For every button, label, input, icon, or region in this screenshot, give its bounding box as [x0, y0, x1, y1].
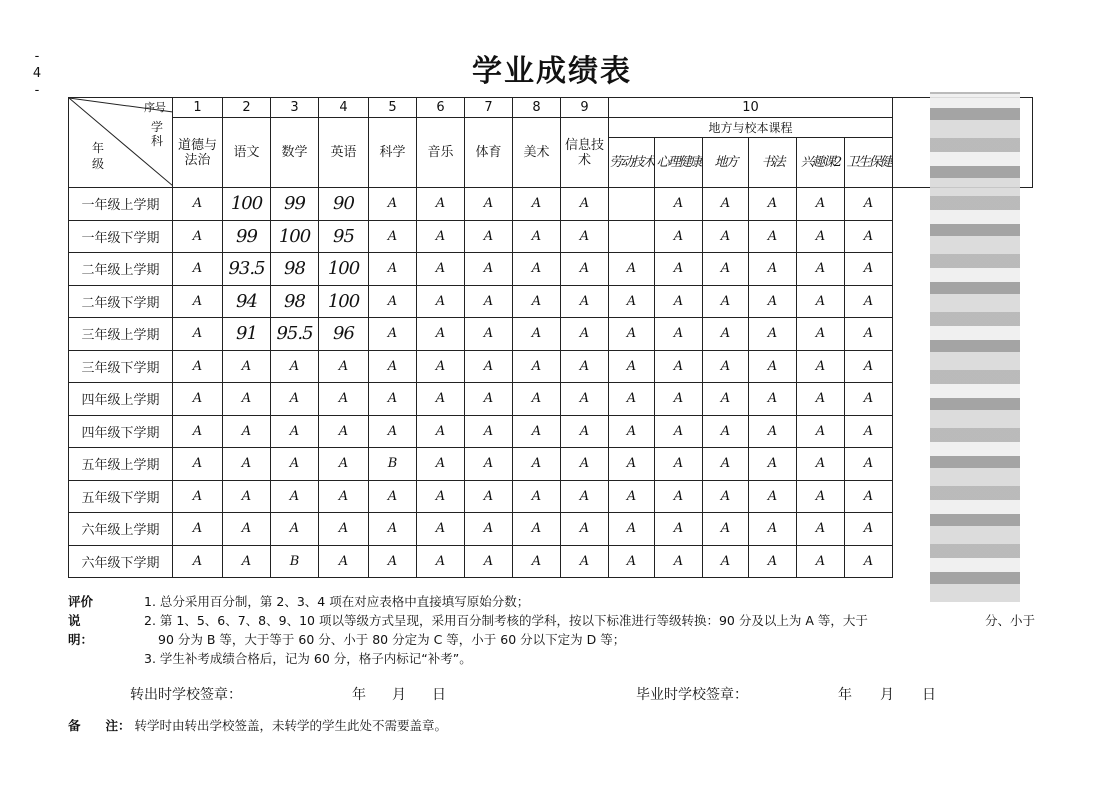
grade-cell: A [703, 383, 749, 416]
grade-cell [609, 220, 655, 253]
grade-cell: A [465, 318, 513, 351]
notes-line-1: 1. 总分采用百分制，第 2、3、4 项在对应表格中直接填写原始分数； [144, 594, 530, 609]
subject-header: 科学 [369, 118, 417, 188]
grade-cell: A [417, 188, 465, 221]
local-course-header: 卫生保健 [845, 138, 893, 188]
col-number: 3 [271, 98, 319, 118]
grade-cell: A [845, 253, 893, 286]
notes-line-4: 3. 学生补考成绩合格后，记为 60 分，格子内标记“补考”。 [144, 651, 472, 666]
grade-cell: A [513, 513, 561, 546]
table-row [69, 285, 1033, 318]
semester-label: 一年级上学期 [69, 188, 173, 221]
grade-cell: A [223, 383, 271, 416]
subject-header: 语文 [223, 118, 271, 188]
grade-cell: A [749, 480, 797, 513]
grade-cell: A [513, 220, 561, 253]
grade-cell: A [703, 220, 749, 253]
grade-cell: 96 [319, 318, 369, 351]
grade-cell: A [749, 545, 797, 578]
semester-label: 二年级下学期 [69, 285, 173, 318]
grade-cell: A [749, 513, 797, 546]
grade-cell: A [749, 448, 797, 481]
grade-cell: A [513, 253, 561, 286]
semester-label: 三年级上学期 [69, 318, 173, 351]
grade-cell: A [609, 253, 655, 286]
grade-cell: A [369, 383, 417, 416]
grade-cell: A [561, 513, 609, 546]
grade-cell: A [369, 220, 417, 253]
grade-cell: A [845, 448, 893, 481]
grade-cell: 99 [271, 188, 319, 221]
grade-cell: A [465, 188, 513, 221]
grade-cell: A [369, 253, 417, 286]
semester-label: 六年级下学期 [69, 545, 173, 578]
grade-cell: A [561, 480, 609, 513]
grade-cell: A [319, 350, 369, 383]
grade-cell: A [271, 350, 319, 383]
grade-cell: 100 [271, 220, 319, 253]
grade-cell: A [655, 415, 703, 448]
grade-cell: A [369, 188, 417, 221]
grade-cell: A [173, 188, 223, 221]
grade-cell: A [513, 285, 561, 318]
grade-cell: A [609, 480, 655, 513]
grade-cell: A [173, 318, 223, 351]
subject-header: 信息技术 [561, 118, 609, 188]
grade-cell: A [609, 513, 655, 546]
grade-cell: A [703, 513, 749, 546]
table-row [69, 513, 1033, 546]
grade-cell: A [173, 545, 223, 578]
grade-cell: A [513, 480, 561, 513]
table-row [69, 188, 1033, 221]
semester-label: 五年级上学期 [69, 448, 173, 481]
grade-cell: 93.5 [223, 253, 271, 286]
grade-cell: A [749, 318, 797, 351]
grade-cell: 90 [319, 188, 369, 221]
local-course-header: 书法 [749, 138, 797, 188]
page-number: - 4 - [32, 49, 42, 98]
semester-label: 一年级下学期 [69, 220, 173, 253]
grade-cell: 95.5 [271, 318, 319, 351]
grade-cell: B [271, 545, 319, 578]
grade-cell: 100 [319, 285, 369, 318]
grade-cell: A [561, 448, 609, 481]
grade-cell: A [845, 415, 893, 448]
grade-cell: A [749, 350, 797, 383]
graduate-year: 年 [838, 687, 852, 703]
grade-cell: A [417, 415, 465, 448]
grade-cell: A [369, 480, 417, 513]
grade-cell: A [609, 415, 655, 448]
grade-cell: A [703, 318, 749, 351]
grade-cell: A [797, 545, 845, 578]
grade-cell: A [271, 480, 319, 513]
grade-cell: A [561, 545, 609, 578]
grade-cell: 98 [271, 285, 319, 318]
grade-cell: A [173, 415, 223, 448]
label-nianji: 年级 [91, 141, 104, 171]
grade-cell: A [465, 448, 513, 481]
grade-cell: A [749, 383, 797, 416]
grade-cell: A [369, 318, 417, 351]
table-row [69, 545, 1033, 578]
table-row [69, 350, 1033, 383]
grade-cell: 99 [223, 220, 271, 253]
table-row [69, 253, 1033, 286]
local-course-group-header: 地方与校本课程 [609, 118, 893, 138]
label-xuhao: 序号 [144, 101, 166, 114]
grade-cell: A [417, 480, 465, 513]
local-course-header: 兴趣课2 [797, 138, 845, 188]
grade-table [68, 97, 1033, 578]
grade-cell: 94 [223, 285, 271, 318]
grade-cell: 100 [223, 188, 271, 221]
grade-cell: A [749, 220, 797, 253]
grade-cell: A [513, 448, 561, 481]
grade-cell: A [319, 448, 369, 481]
semester-label: 三年级下学期 [69, 350, 173, 383]
grade-cell: A [513, 318, 561, 351]
grade-cell: A [271, 383, 319, 416]
subject-header: 体育 [465, 118, 513, 188]
col-number: 6 [417, 98, 465, 118]
remark [68, 716, 447, 734]
semester-label: 四年级上学期 [69, 383, 173, 416]
remark-label: 备 注： [68, 718, 131, 733]
grade-cell: A [173, 350, 223, 383]
graduate-day: 日 [922, 687, 936, 703]
grade-cell: 91 [223, 318, 271, 351]
grade-cell: A [797, 480, 845, 513]
grade-cell: 100 [319, 253, 369, 286]
grade-cell: A [173, 448, 223, 481]
grade-cell: A [609, 350, 655, 383]
grade-cell: A [845, 318, 893, 351]
table-row [69, 220, 1033, 253]
grade-cell: A [319, 383, 369, 416]
grade-cell: A [561, 253, 609, 286]
semester-label: 四年级下学期 [69, 415, 173, 448]
grade-cell: A [749, 253, 797, 286]
grade-cell: A [369, 513, 417, 546]
grade-cell: A [561, 415, 609, 448]
grade-cell: A [417, 220, 465, 253]
table-row [69, 480, 1033, 513]
grade-cell: A [223, 513, 271, 546]
grade-cell: A [703, 415, 749, 448]
grade-cell: A [369, 350, 417, 383]
grade-cell: A [703, 188, 749, 221]
grade-cell: A [369, 415, 417, 448]
grade-cell: A [173, 285, 223, 318]
grade-cell: A [417, 513, 465, 546]
grade-cell: A [465, 513, 513, 546]
grade-cell: A [655, 480, 703, 513]
redacted-blur-area [930, 92, 1020, 602]
grade-cell: A [609, 545, 655, 578]
graduate-stamp-label: 毕业时学校签章： [636, 687, 748, 703]
grade-cell: A [319, 415, 369, 448]
transfer-year: 年 [352, 687, 366, 703]
grade-cell: A [655, 253, 703, 286]
grade-cell: A [417, 285, 465, 318]
grade-cell: A [797, 188, 845, 221]
grade-cell: A [173, 383, 223, 416]
grade-cell: A [465, 480, 513, 513]
grade-cell: A [417, 448, 465, 481]
transfer-stamp-label: 转出时学校签章： [130, 687, 242, 703]
grade-cell: A [513, 350, 561, 383]
grade-cell: A [845, 350, 893, 383]
graduate-month: 月 [880, 687, 894, 703]
grade-cell: A [513, 545, 561, 578]
subject-header: 道德与法治 [173, 118, 223, 188]
grade-cell: A [845, 545, 893, 578]
grade-cell: 98 [271, 253, 319, 286]
grade-cell: A [797, 513, 845, 546]
grade-cell: A [223, 480, 271, 513]
header-diagonal-cell [69, 98, 173, 188]
grade-cell: A [703, 285, 749, 318]
grade-cell: A [703, 480, 749, 513]
subject-header: 英语 [319, 118, 369, 188]
grade-cell: A [655, 285, 703, 318]
col-number: 7 [465, 98, 513, 118]
grade-cell: A [513, 415, 561, 448]
local-course-header: 地方 [703, 138, 749, 188]
grade-cell: A [655, 188, 703, 221]
subject-header: 美术 [513, 118, 561, 188]
grade-cell: A [845, 220, 893, 253]
grade-cell: A [465, 253, 513, 286]
grade-cell: A [655, 383, 703, 416]
grade-cell: A [703, 253, 749, 286]
grade-cell: A [655, 350, 703, 383]
grade-cell: A [655, 513, 703, 546]
grade-cell: A [845, 188, 893, 221]
table-row [69, 448, 1033, 481]
subject-header: 数学 [271, 118, 319, 188]
grade-cell: A [703, 448, 749, 481]
grade-cell: A [703, 350, 749, 383]
col-number: 1 [173, 98, 223, 118]
table-row [69, 318, 1033, 351]
grade-cell: A [223, 350, 271, 383]
grade-cell: A [173, 480, 223, 513]
grade-cell: A [749, 188, 797, 221]
grade-cell: A [561, 318, 609, 351]
grade-cell: A [173, 513, 223, 546]
grade-cell: A [561, 188, 609, 221]
grade-cell: A [797, 220, 845, 253]
grade-cell: A [655, 318, 703, 351]
grade-cell: A [561, 383, 609, 416]
grade-cell [609, 188, 655, 221]
grade-cell: A [369, 545, 417, 578]
grade-cell: A [465, 220, 513, 253]
grade-cell: A [173, 253, 223, 286]
grade-cell: A [845, 285, 893, 318]
grade-cell: A [655, 448, 703, 481]
grade-cell: A [417, 383, 465, 416]
grade-cell: A [655, 220, 703, 253]
notes-label: 评价说明： [68, 594, 94, 647]
grade-cell: A [797, 285, 845, 318]
grade-cell: A [465, 383, 513, 416]
col-number: 9 [561, 98, 609, 118]
grade-cell: A [749, 285, 797, 318]
page-title: 学业成绩表 [472, 54, 632, 89]
transfer-day: 日 [432, 687, 446, 703]
grade-cell: A [797, 415, 845, 448]
remark-text: 转学时由转出学校签盖，未转学的学生此处不需要盖章。 [134, 718, 448, 733]
grade-cell: A [513, 188, 561, 221]
grade-cell: A [609, 318, 655, 351]
grade-cell: A [797, 318, 845, 351]
local-course-header: 劳动技术 [609, 138, 655, 188]
col-number: 2 [223, 98, 271, 118]
grade-cell: A [223, 545, 271, 578]
grade-cell: B [369, 448, 417, 481]
grade-cell: A [465, 415, 513, 448]
grade-cell: A [319, 545, 369, 578]
grade-cell: A [655, 545, 703, 578]
subject-header: 音乐 [417, 118, 465, 188]
grade-cell: A [271, 448, 319, 481]
semester-label: 二年级上学期 [69, 253, 173, 286]
grade-cell: A [561, 220, 609, 253]
notes-line-2-end: 分、小于 [985, 613, 1036, 628]
col-number: 8 [513, 98, 561, 118]
grade-cell: A [561, 285, 609, 318]
notes-line-3: 90 分为 B 等，大于等于 60 分、小于 80 分定为 C 等，小于 60 分以下定为 D 等； [158, 632, 626, 647]
grade-cell: A [609, 448, 655, 481]
grade-cell: A [417, 545, 465, 578]
grade-cell: A [703, 545, 749, 578]
grade-cell: A [319, 513, 369, 546]
grade-cell: A [223, 415, 271, 448]
grade-cell: A [319, 480, 369, 513]
grade-cell: 95 [319, 220, 369, 253]
grade-cell: A [223, 448, 271, 481]
label-xueke: 学科 [150, 120, 163, 148]
grade-cell: A [845, 480, 893, 513]
local-course-header: 心理健康 [655, 138, 703, 188]
transfer-month: 月 [392, 687, 406, 703]
grade-cell: A [417, 253, 465, 286]
grade-cell: A [797, 350, 845, 383]
grade-cell: A [513, 383, 561, 416]
grade-cell: A [417, 318, 465, 351]
grade-cell: A [465, 285, 513, 318]
grade-cell: A [797, 448, 845, 481]
grade-cell: A [845, 513, 893, 546]
grade-cell: A [749, 415, 797, 448]
grade-cell: A [465, 545, 513, 578]
grade-cell: A [465, 350, 513, 383]
grade-cell: A [609, 383, 655, 416]
grade-cell: A [369, 285, 417, 318]
grade-cell: A [271, 513, 319, 546]
grade-cell: A [797, 383, 845, 416]
grade-cell: A [609, 285, 655, 318]
grade-cell: A [561, 350, 609, 383]
grade-cell: A [797, 253, 845, 286]
table-row [69, 415, 1033, 448]
grade-cell: A [417, 350, 465, 383]
col-number: 10 [609, 98, 893, 118]
semester-label: 五年级下学期 [69, 480, 173, 513]
semester-label: 六年级上学期 [69, 513, 173, 546]
col-number: 4 [319, 98, 369, 118]
notes-line-2: 2. 第 1、5、6、7、8、9、10 项以等级方式呈现，采用百分制考核的学科，按以下标准进行等级转换：90 分及以上为 A 等，大于 [144, 613, 868, 628]
col-number: 5 [369, 98, 417, 118]
grade-cell: A [845, 383, 893, 416]
table-row [69, 383, 1033, 416]
grade-cell: A [173, 220, 223, 253]
grade-cell: A [271, 415, 319, 448]
